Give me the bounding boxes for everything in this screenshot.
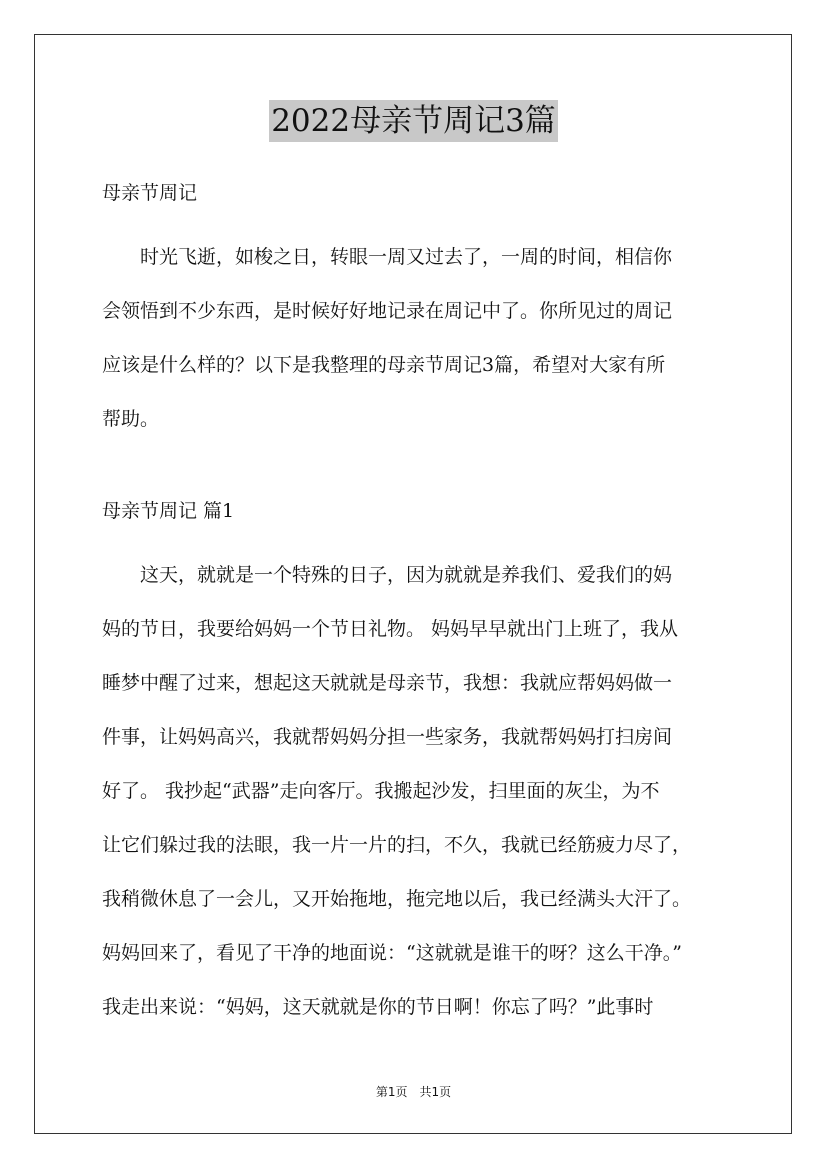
section-heading: 母亲节周记 篇1 [102,500,235,522]
text-line: 妈妈回来了，看见了干净的地面说：“这就就是谁干的呀？这么干净。” [102,942,682,964]
intro-heading: 母亲节周记 [102,182,198,204]
page-number: 第1页 共1页 [375,1085,452,1099]
text-line: 会领悟到不少东西，是时候好好地记录在周记中了。你所见过的周记 [102,300,673,322]
text-line: 帮助。 [102,408,160,430]
text-line: 我走出来说：“妈妈，这天就就是你的节日啊！你忘了吗？”此事时 [102,996,654,1018]
text-line: 时光飞逝，如梭之日，转眼一周又过去了，一周的时间，相信你 [102,246,673,268]
text-line: 睡梦中醒了过来，想起这天就就是母亲节，我想：我就应帮妈妈做一 [102,672,673,694]
text-line: 我稍微休息了一会儿，又开始拖地，拖完地以后，我已经满头大汗了。 [102,888,692,910]
intro-paragraph [102,230,732,446]
document-body [102,170,732,1034]
title-container [0,100,827,142]
section-paragraph [102,548,732,1034]
text-line: 这天，就就是一个特殊的日子，因为就就是养我们、爱我们的妈 [102,564,673,586]
document-title: 2022母亲节周记3篇 [269,100,558,142]
text-line: 好了。 我抄起“武器”走向客厅。我搬起沙发，扫里面的灰尘，为不 [102,780,660,802]
text-line: 件事，让妈妈高兴，我就帮妈妈分担一些家务，我就帮妈妈打扫房间 [102,726,673,748]
text-line: 妈的节日，我要给妈妈一个节日礼物。 妈妈早早就出门上班了，我从 [102,618,679,640]
text-line: 应该是什么样的？以下是我整理的母亲节周记3篇，希望对大家有所 [102,354,666,376]
text-line: 让它们躲过我的法眼，我一片一片的扫，不久，我就已经筋疲力尽了， [102,834,692,856]
